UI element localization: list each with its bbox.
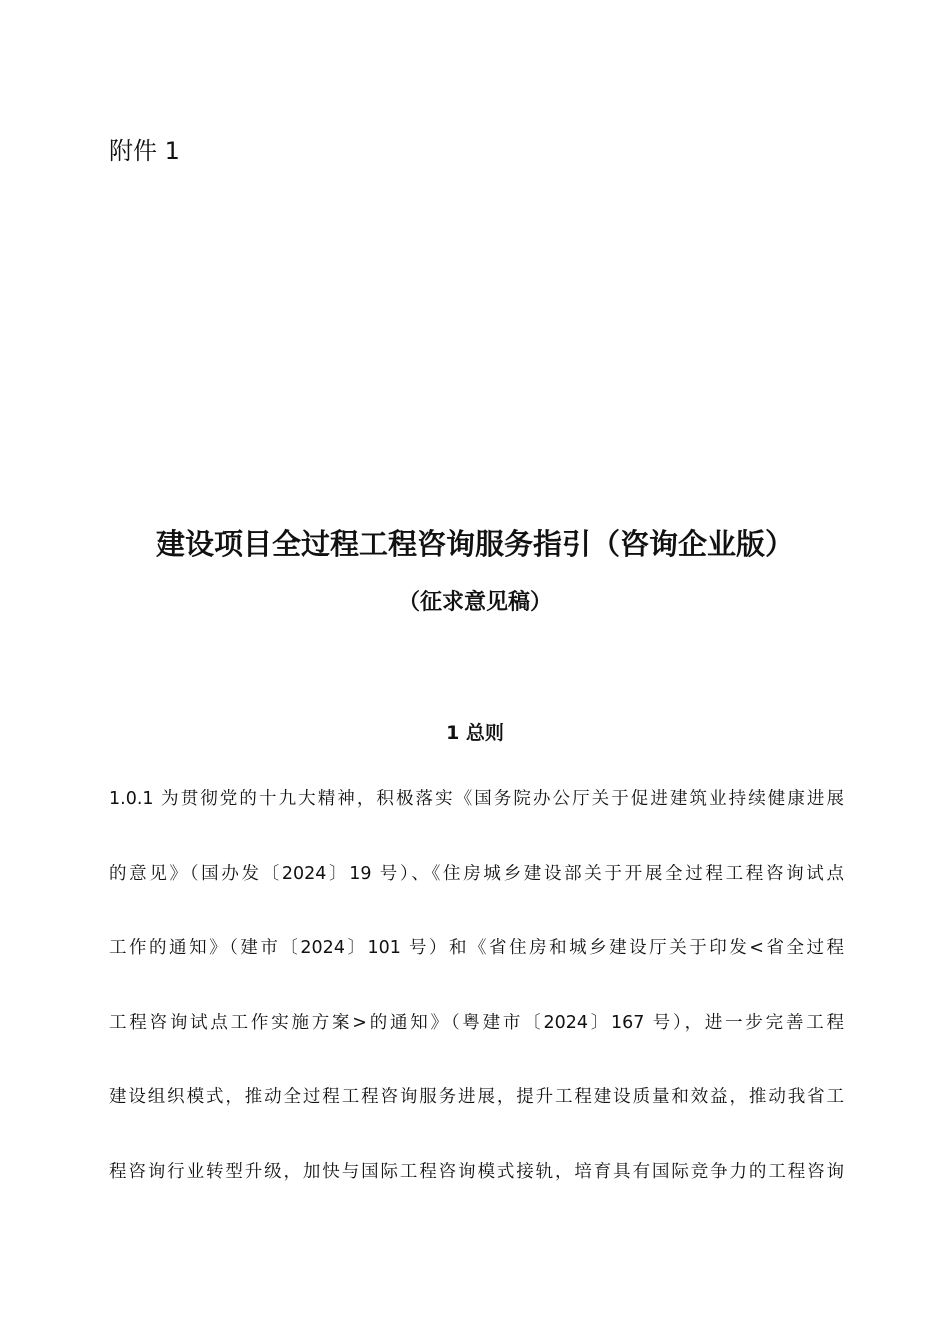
document-title: 建设项目全过程工程咨询服务指引（咨询企业版） (155, 527, 794, 561)
paragraph-line: 程咨询行业转型升级，加快与国际工程咨询模式接轨，培育具有国际竞争力的工程咨询 (109, 1161, 844, 1182)
paragraph-line: 的意见》（国办发〔2024〕19 号）、《住房城乡建设部关于开展全过程工程咨询试点 (109, 863, 844, 884)
paragraph-line: 1.0.1 为贯彻党的十九大精神，积极落实《国务院办公厅关于促进建筑业持续健康进展 (109, 789, 844, 809)
body-paragraph (109, 785, 844, 1232)
document-subtitle: （征求意见稿） (397, 590, 552, 615)
paragraph-line: 工作的通知》（建市〔2024〕101 号）和《省住房和城乡建设厅关于印发<省全过程 (109, 938, 844, 958)
paragraph-line: 建设组织模式，推动全过程工程咨询服务进展，提升工程建设质量和效益，推动我省工 (109, 1087, 844, 1107)
section-heading: 1 总则 (446, 722, 504, 744)
attachment-label: 附件 1 (109, 137, 180, 165)
paragraph-line: 工程咨询试点工作实施方案>的通知》（粤建市〔2024〕167 号），进一步完善工程 (109, 1012, 844, 1033)
